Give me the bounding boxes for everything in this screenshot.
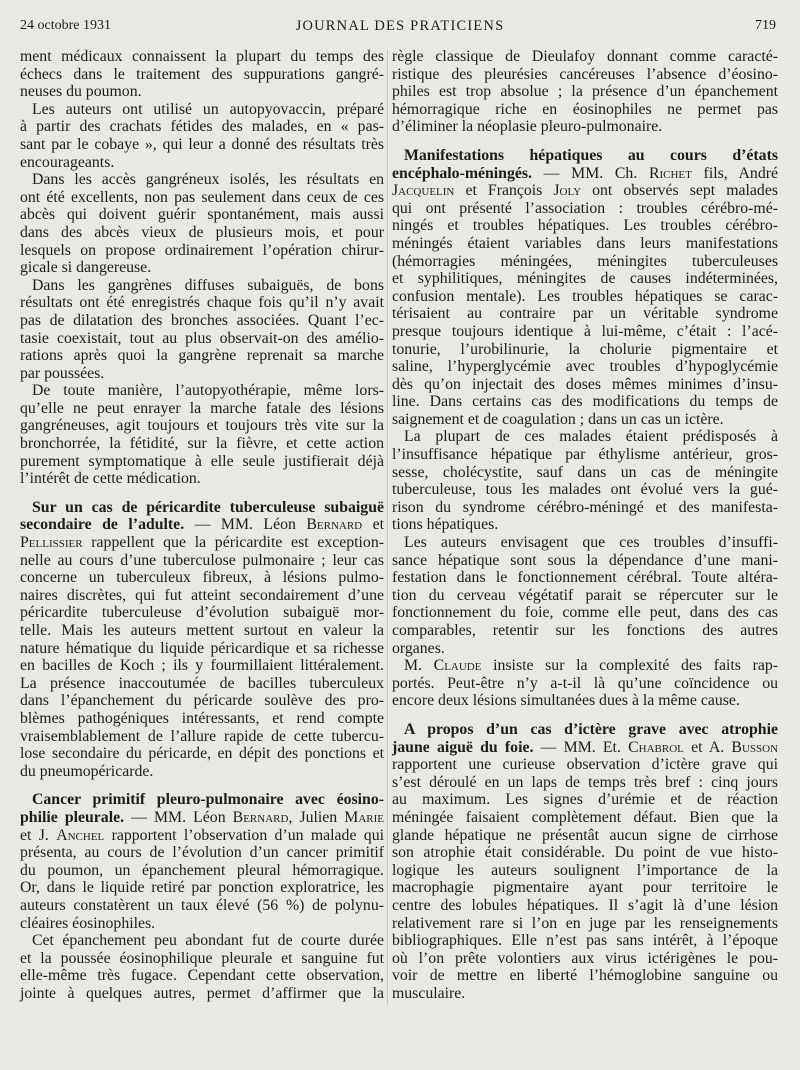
text-line: blèmes pathogéniques intéressants, et rend compte (20, 709, 384, 727)
journal-title: JOURNAL DES PRATICIENS (295, 18, 505, 34)
text-span: — MM. Léon (124, 808, 233, 826)
section-ictere-grave (392, 721, 778, 1003)
text-span: — MM. Léon (184, 516, 307, 534)
author-name: Richet (648, 164, 692, 182)
text-line: saignement et de coagulation ; dans un cas un ictère. (392, 410, 724, 428)
text-span: et (362, 516, 385, 534)
section-cancer-pleuro-pulmonaire (20, 791, 384, 932)
text-line (20, 809, 384, 827)
text-line: nature hématique du liquide péricardique et sa richesse (20, 639, 384, 657)
text-line: dès qu’on injectait des doses mêmes minimes d’insu- (392, 375, 778, 393)
text-line: relativement rare si l’on en juge par les renseignements (392, 914, 778, 932)
section-title-text: A propos d’un cas d’ictère grave avec atrophie (404, 720, 778, 738)
text-line: portés. Peut-être n’y a-t-il là qu’une coïncidence ou (392, 674, 778, 692)
author-name: Claude (433, 657, 482, 675)
author-name: Anchel (56, 826, 105, 844)
text-line: bronchorrée, la fétidité, sur la fièvre, et cette action (20, 435, 384, 453)
text-line: sesse, cholécystite, sauf dans un cas de méningite (392, 463, 778, 481)
text-line: glande hépatique ne présentât aucun signe de cirrhose (392, 826, 778, 844)
text-line: tasie coexistait, tout au plus observait-on des amélio- (20, 329, 384, 347)
text-line: festation dans le fonctionnement cérébral. Toute altéra- (392, 569, 778, 587)
text-line (392, 739, 778, 757)
author-name: Busson (731, 738, 779, 756)
paragraph (20, 48, 384, 101)
section-pericardite-tuberculeuse (20, 499, 384, 781)
text-line: purement symptomatique à elle seule justifierait déjà (20, 452, 384, 470)
author-name: Bernard (306, 516, 363, 534)
text-span: et J. (20, 826, 57, 844)
text-line: rison du syndrome cérébro-méningé et des manifesta- (392, 498, 778, 516)
text-span: insiste sur la complexité des faits rap- (481, 657, 778, 675)
text-line: péricardite tuberculeuse d’évolution subaiguë mor- (20, 604, 384, 622)
text-span: — MM. Ch. (531, 164, 649, 182)
text-line: échecs dans le traitement des suppurations gangré- (20, 65, 384, 83)
text-line: telle. Mais les auteurs mettent surtout en valeur la (20, 622, 384, 639)
paragraph (20, 277, 384, 383)
text-line: l’intérêt de cette médication. (20, 470, 201, 488)
section-title-text: philie pleurale. (20, 808, 125, 826)
paragraph (392, 48, 778, 136)
text-line: comparables, retentir sur les fonctions des autres (392, 622, 778, 639)
text-line: du pneumopéricarde. (20, 762, 154, 780)
section-title-text: Manifestations hépatiques au cours d’états (404, 146, 778, 164)
paragraph (20, 932, 384, 1002)
text-line: l’insuffisance hépatique par éthylisme antérieur, gros- (392, 446, 778, 464)
text-line (20, 499, 384, 517)
text-line: tonurie, l’urobilinurie, la cholurie pigmentaire et (392, 340, 778, 358)
issue-date: 24 octobre 1931 (20, 18, 111, 33)
text-line: (hémorragies méningées, méningites tuberculeuses (392, 252, 778, 270)
author-name: Pellissier (20, 534, 83, 552)
text-line: concerne un tuberculeux fibreux, à lésions pulmo- (20, 569, 384, 587)
text-line: du poumon, un épanchement pleural hémorragique. (20, 861, 384, 879)
text-line: Cet épanchement peu abondant fut de courte durée (32, 932, 384, 950)
text-line (20, 534, 384, 552)
text-line: par poussées. (20, 364, 105, 382)
text-line (392, 182, 778, 200)
text-line: résultats ont été enregistrés chaque fois qu’il n’y avait (20, 294, 384, 312)
text-line (392, 147, 778, 165)
author-name: Jacquelin (392, 182, 455, 200)
text-line: neuses du poumon. (20, 83, 142, 101)
text-line: auteurs constatèrent un taux élevé (56 %) de polynu- (20, 896, 384, 914)
text-span: et François (454, 182, 554, 200)
text-line: fonctionnement du foie, comme elle peut, dans des cas (392, 604, 778, 622)
text-line: encourageants. (20, 153, 115, 171)
paragraph (392, 428, 778, 534)
text-line: musculaire. (392, 984, 466, 1002)
text-line: philes est trop absolue ; la présence d’un épanchement (392, 83, 778, 101)
text-line: abcès qui doivent guérir spontanément, mais aussi (20, 206, 384, 224)
text-line: naires discrètes, qui fut atteint secondairement d’une (20, 586, 384, 604)
text-line: ristique des pleurésies cancéreuses l’absence d’éosino- (392, 65, 778, 83)
text-line: et la poussée éosinophilique pleurale et sanguine fut (20, 949, 384, 967)
page-number: 719 (755, 18, 776, 33)
text-line: et syphilitiques, méningites de causes indéterminées, (392, 270, 778, 288)
text-line: organes. (392, 639, 445, 657)
text-line: à partir des crachats fétides des malades, en « pas- (20, 118, 384, 136)
text-line: cléaires éosinophiles. (20, 914, 156, 932)
text-line: La présence inaccoutumée de bacilles tuberculeux (20, 674, 384, 692)
text-line: son atrophie était considérable. Du point de vue histo- (392, 844, 778, 862)
text-line: dans des abcès vieux de plusieurs mois, et pour (20, 223, 384, 241)
text-line: Les auteurs envisagent que ces troubles d’insuffi- (404, 534, 778, 552)
text-line: tion du cerveau végétatif parait se répercuter sur le (392, 586, 778, 604)
text-line: ont été excellents, non pas seulement dans ceux de ces (20, 188, 384, 206)
text-line: méningée faisaient complètement défaut. Bien que la (392, 808, 778, 826)
column-divider (387, 50, 388, 1005)
text-line (20, 516, 384, 534)
left-column (20, 48, 384, 1002)
right-column (392, 48, 778, 1002)
text-line: où l’on prête volontiers aux virus ictérigènes le pou- (392, 949, 778, 967)
author-name: Chabrol (628, 738, 684, 756)
section-title-text: jaune aiguë du foie. (392, 738, 534, 756)
paragraph (20, 382, 384, 488)
paragraph (392, 657, 778, 710)
text-span: — MM. Et. (533, 738, 629, 756)
section-title-text: Cancer primitif pleuro-pulmonaire avec éosino- (32, 791, 384, 809)
author-name: Joly (553, 182, 582, 200)
text-span: , Julien (288, 808, 345, 826)
text-line: confusion mentale). Les troubles hépatiques se carac- (392, 287, 778, 305)
text-span: rappellent que la péricardite est exception- (82, 534, 384, 552)
text-line: ningés et troubles hépatiques. Les troubles cérébro- (392, 217, 778, 235)
text-span: rapportent l’observation d’un malade qui (104, 826, 384, 844)
text-line: Dans les accès gangréneux isolés, les résultats en (32, 171, 384, 189)
text-line (392, 657, 778, 675)
text-line: tions hépatiques. (392, 516, 499, 534)
text-line: presque toujours identique à lui-même, c’était : l’acé- (392, 322, 778, 340)
text-line: line. Dans certains cas des modifications du temps de (392, 393, 778, 411)
text-line: vraisemblablement de l’allure rapide de cette tubercu- (20, 727, 384, 745)
text-line (392, 165, 778, 183)
text-line: gicale si dangereuse. (20, 259, 152, 277)
text-line: ment médicaux connaissent la plupart du temps des (20, 48, 384, 65)
text-line: s’est déroulé en un laps de temps très bref : cinq jours (392, 773, 778, 791)
text-line: tuberculeuse, tous les malades ont évolué vers la gué- (392, 481, 778, 499)
text-line: Or, dans le liquide retiré par ponction exploratrice, les (20, 879, 384, 897)
text-line: Les auteurs ont utilisé un autopyovaccin, préparé (32, 100, 384, 118)
text-line: méningés étaient variables dans leurs manifestations (392, 234, 778, 252)
text-line: rations après quoi la gangrène reprenait sa marche (20, 347, 384, 365)
text-line: sant par le cobaye », qui leur a donné des résultats très (20, 135, 384, 153)
text-line: d’éliminer la néoplasie pleuro-pulmonaire. (392, 118, 663, 136)
text-line: jointe à quelques autres, permet d’affirmer que la (20, 984, 384, 1002)
text-line: qui ont présenté l’association : troubles cérébro-mé- (392, 199, 778, 217)
text-line: centre des lobules hépatiques. Il s’agit là d’une lésion (392, 896, 778, 914)
text-line: qu’elle ne peut enrayer la marche fatale des lésions (20, 399, 384, 417)
text-line (20, 791, 384, 809)
text-span: M. (404, 657, 434, 675)
text-line: encore deux lésions simultanées dues à la même cause. (392, 692, 740, 710)
text-line (20, 827, 384, 845)
section-title-text: encéphalo-méningés. (392, 164, 532, 182)
text-line: lesquels on propose ordinairement l’opération chirur- (20, 241, 384, 259)
text-line: règle classique de Dieulafoy donnant comme caracté- (392, 48, 778, 65)
text-line: logique les auteurs soulignent l’importance de la (392, 861, 778, 879)
text-line: au maximum. Les signes d’urémie et de réaction (392, 791, 778, 809)
text-line: gangréneuses, agit toujours et toujours très vite sur la (20, 417, 384, 435)
text-line: sance hépatique sont sous la dépendance d’une mani- (392, 551, 778, 569)
text-line: De toute manière, l’autopyothérapie, même lors- (32, 382, 384, 400)
text-line: en bacilles de Koch ; ils y fourmillaient littéralement. (20, 657, 384, 675)
text-line: bibliographiques. Elle n’est pas sans intérêt, à l’époque (392, 932, 778, 950)
paragraph (20, 171, 384, 277)
text-span: fils, André (691, 164, 778, 182)
section-title-text: secondaire de l’adulte. (20, 516, 185, 534)
text-line: macrophagie pigmentaire ayant pour territoire le (392, 879, 778, 897)
section-manifestations-hepatiques (392, 147, 778, 429)
author-name: Marie (344, 808, 384, 826)
text-span: et A. (683, 738, 732, 756)
text-line (392, 721, 778, 739)
text-line: lose secondaire du péricarde, en dépit des ponctions et (20, 745, 384, 763)
text-line: présenta, au cours de l’évolution d’un cancer primitif (20, 844, 384, 862)
text-line: voir de mettre en liberté l’hémoglobine sanguine ou (392, 967, 778, 985)
text-line: La plupart de ces malades étaient prédisposés à (404, 428, 778, 446)
text-span: ont observés sept malades (581, 182, 778, 200)
text-line: hémorragique riche en éosinophiles ne permet pas (392, 100, 778, 118)
text-line: pas de dilatation des bronches associées. Quant l’ec- (20, 311, 384, 329)
text-line: rapportent une curieuse observation d’ictère grave qui (392, 756, 778, 774)
author-name: Bernard (232, 808, 289, 826)
text-line: saline, l’hyperglycémie avec troubles d’hypoglycémie (392, 358, 778, 376)
section-title-text: Sur un cas de péricardite tuberculeuse subaiguë (32, 498, 384, 516)
text-line: dans l’épanchement du péricarde soulève des pro- (20, 692, 384, 710)
text-line: Dans les gangrènes diffuses subaiguës, de bons (32, 276, 384, 294)
text-line: elle-même très fugace. Cependant cette observation, (20, 967, 384, 985)
paragraph (392, 534, 778, 657)
text-line: nelle au cours d’une tuberculose pulmonaire ; leur cas (20, 551, 384, 569)
paragraph (20, 101, 384, 171)
text-line: térisaient au contraire par un véritable syndrome (392, 305, 778, 323)
